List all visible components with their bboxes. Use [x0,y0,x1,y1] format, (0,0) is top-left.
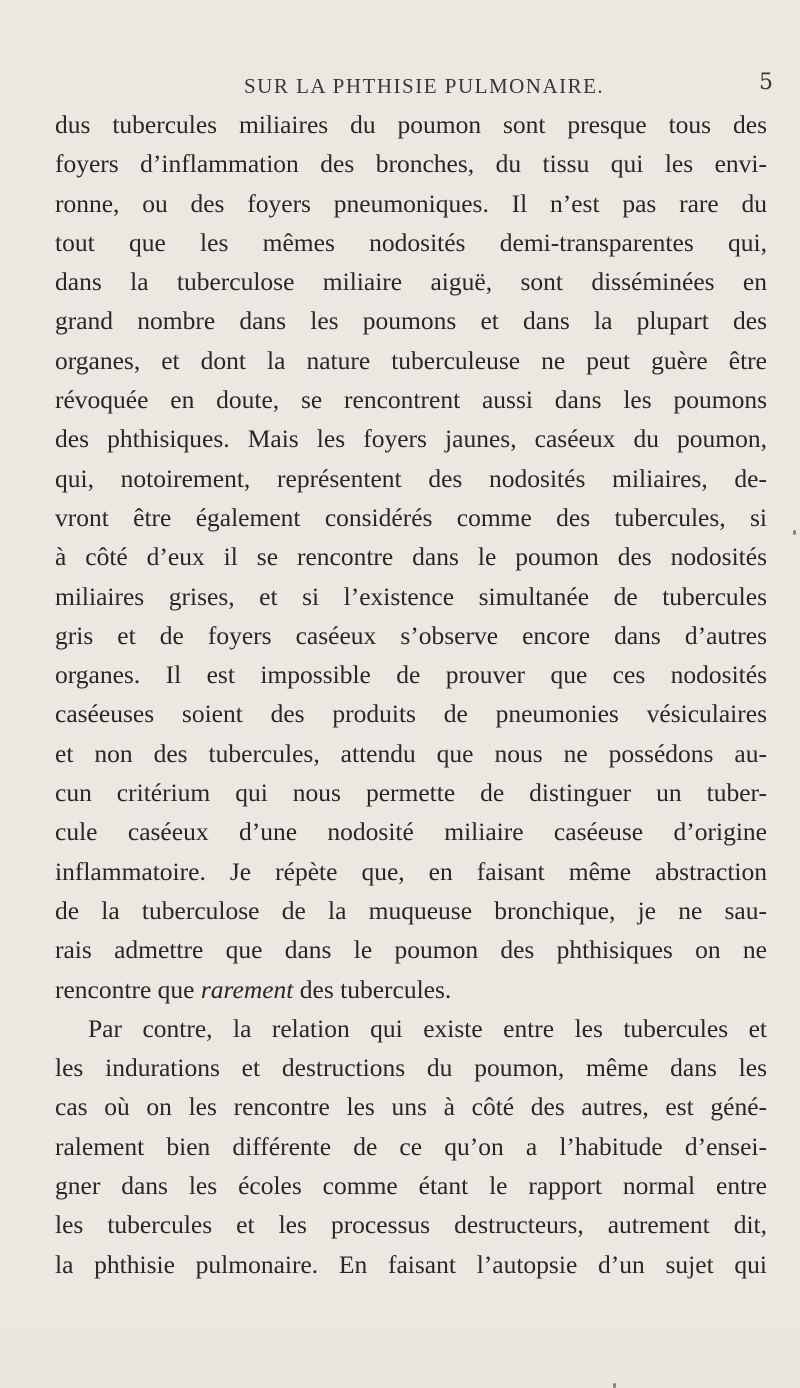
text-line: cas où on les rencontre les uns à côté des autres, est géné- [55,1092,767,1122]
running-head [0,66,800,106]
emphasis-text: rarement [200,974,294,1004]
text-line: dans la tuberculose miliaire aiguë, sont disséminées en [55,267,767,297]
text-fragment: rencontre que [55,974,201,1004]
text-line: vront être également considérés comme des tubercules, si [55,502,767,532]
text-line: grand nombre dans les poumons et dans la plupart des [55,306,767,336]
text-line: ronne, ou des foyers pneumoniques. Il n’est pas rare du [55,188,767,218]
body-text [55,105,767,1284]
text-line: organes. Il est impossible de prouver que ces nodosités [55,660,767,690]
text-line: rais admettre que dans le poumon des phthisiques on ne [55,935,767,965]
text-line: la phthisie pulmonaire. En faisant l’autopsie d’un sujet qui [55,1249,767,1279]
text-line: organes, et dont la nature tuberculeuse ne peut guère être [55,345,767,375]
paper-speck [793,530,796,535]
text-line: qui, notoirement, représentent des nodosités miliaires, de- [55,463,767,493]
text-line: tout que les mêmes nodosités demi-transparentes qui, [55,227,767,257]
text-fragment: des tubercules. [293,974,452,1004]
text-line: cule caséeux d’une nodosité miliaire caséeuse d’origine [55,817,767,847]
text-line: ralement bien différente de ce qu’on a l’habitude d’ensei- [55,1131,767,1161]
text-line: foyers d’inflammation des bronches, du tissu qui les envi- [55,149,767,179]
text-line: miliaires grises, et si l’existence simultanée de tubercules [55,581,767,611]
text-line-last [55,970,767,1009]
text-line: gner dans les écoles comme étant le rapport normal entre [55,1171,767,1201]
text-line: caséeuses soient des produits de pneumonies vésiculaires [55,699,767,729]
text-line: les tubercules et les processus destructeurs, autrement dit, [55,1210,767,1240]
text-line: cun critérium qui nous permette de distinguer un tuber- [55,778,767,808]
text-line: des phthisiques. Mais les foyers jaunes, caséeux du poumon, [55,424,767,454]
page-number: 5 [759,70,773,95]
running-title: SUR LA PHTHISIE PULMONAIRE. [244,74,605,98]
text-line: révoquée en doute, se rencontrent aussi dans les poumons [55,385,767,415]
text-line: les indurations et destructions du poumon, même dans les [55,1053,767,1083]
text-line: dus tubercules miliaires du poumon sont presque tous des [55,110,767,139]
text-line: à côté d’eux il se rencontre dans le poumon des nodosités [55,542,767,572]
text-line: inflammatoire. Je répète que, en faisant même abstraction [55,856,767,886]
text-line: de la tuberculose de la muqueuse bronchique, je ne sau- [55,895,767,925]
text-line: Par contre, la relation qui existe entre les tubercules et [88,1013,767,1043]
paper-speck [613,1383,616,1388]
text-line: et non des tubercules, attendu que nous ne possédons au- [55,738,767,768]
text-line: gris et de foyers caséeux s’observe encore dans d’autres [55,620,767,650]
